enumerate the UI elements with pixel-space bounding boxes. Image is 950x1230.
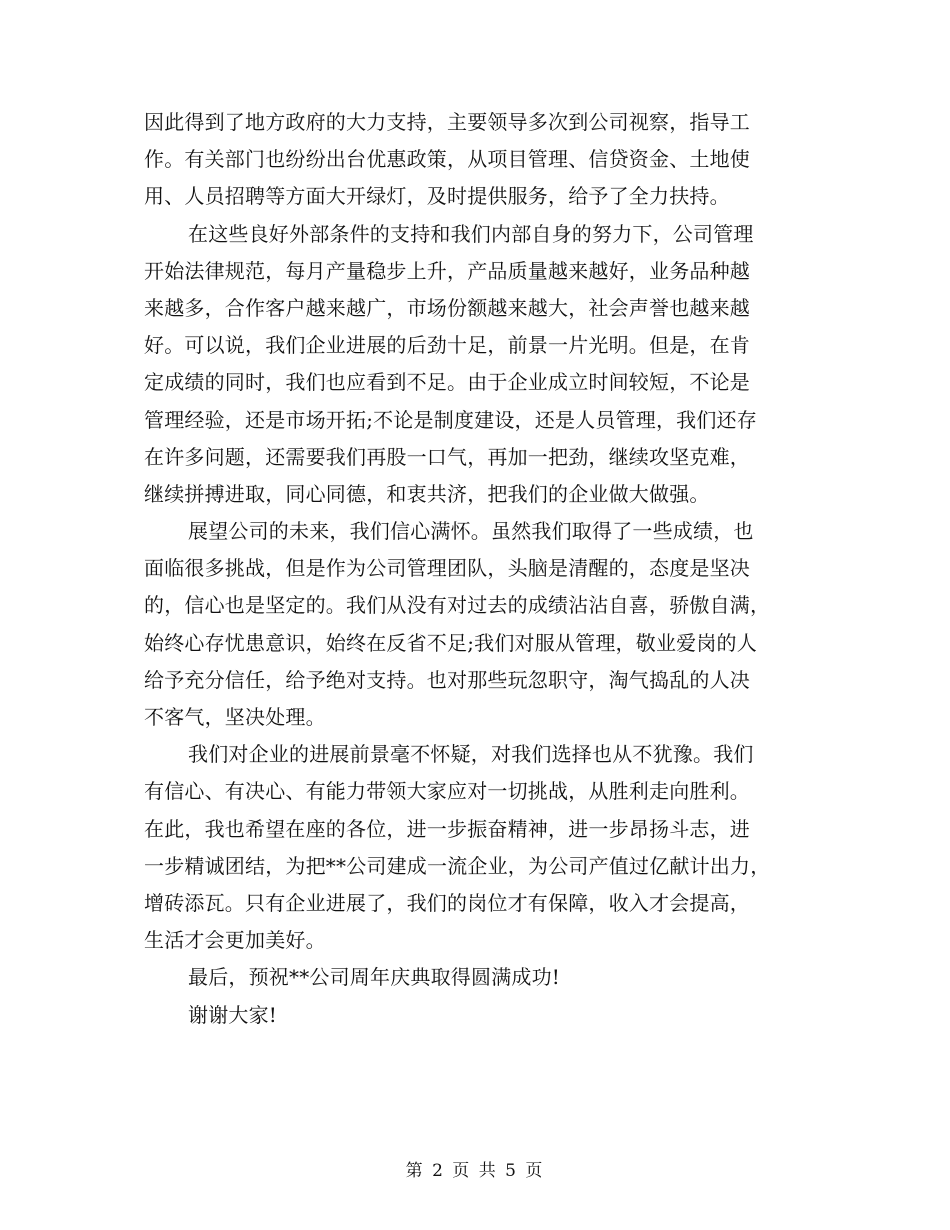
text-line: 继续拼搏进取，同心同德，和衷共济，把我们的企业做大做强。 bbox=[144, 481, 710, 506]
paragraph-first-line: 我们对企业的进展前景毫不怀疑，对我们选择也从不犹豫。我们 bbox=[188, 742, 754, 767]
text-line: 生活才会更加美好。 bbox=[144, 928, 326, 953]
text-line: 用、人员招聘等方面大开绿灯，及时提供服务，给予了全力扶持。 bbox=[144, 184, 730, 209]
text-line: 在此，我也希望在座的各位，进一步振奋精神，进一步昂扬斗志，进 bbox=[144, 816, 750, 841]
text-line: 始终心存忧患意识，始终在反省不足;我们对服从管理，敬业爱岗的人 bbox=[144, 630, 757, 655]
paragraph-first-line: 最后，预祝**公司周年庆典取得圆满成功! bbox=[188, 965, 561, 990]
document-body bbox=[144, 104, 809, 1034]
page-number-footer: 第 2 页 共 5 页 bbox=[405, 1161, 545, 1181]
text-line: 作。有关部门也纷纷出台优惠政策，从项目管理、信贷资金、土地使 bbox=[144, 147, 750, 172]
text-line: 面临很多挑战，但是作为公司管理团队，头脑是清醒的，态度是坚决 bbox=[144, 556, 750, 581]
text-line: 的，信心也是坚定的。我们从没有对过去的成绩沾沾自喜，骄傲自满， bbox=[144, 593, 771, 618]
paragraph-first-line: 展望公司的未来，我们信心满怀。虽然我们取得了一些成绩，也 bbox=[188, 519, 754, 544]
text-line: 不客气，坚决处理。 bbox=[144, 705, 326, 729]
text-line: 有信心、有决心、有能力带领大家应对一切挑战，从胜利走向胜利。 bbox=[144, 779, 750, 804]
text-line: 来越多，合作客户越来越广，市场份额越来越大，社会声誉也越来越 bbox=[144, 295, 750, 320]
text-line: 增砖添瓦。只有企业进展了，我们的岗位才有保障，收入才会提高， bbox=[144, 890, 750, 915]
text-line: 管理经验，还是市场开拓;不论是制度建设，还是人员管理，我们还存 bbox=[144, 407, 757, 432]
text-line: 好。可以说，我们企业进展的后劲十足，前景一片光明。但是，在肯 bbox=[144, 333, 750, 358]
paragraph-first-line: 谢谢大家! bbox=[188, 1002, 278, 1027]
paragraph-first-line: 在这些良好外部条件的支持和我们内部自身的努力下，公司管理 bbox=[188, 221, 754, 246]
text-line: 给予充分信任，给予绝对支持。也对那些玩忽职守，淘气捣乱的人决 bbox=[144, 667, 750, 692]
text-line: 定成绩的同时，我们也应看到不足。由于企业成立时间较短，不论是 bbox=[144, 370, 750, 395]
text-line: 开始法律规范，每月产量稳步上升，产品质量越来越好，业务品种越 bbox=[144, 258, 750, 283]
text-line: 在许多问题，还需要我们再股一口气，再加一把劲，继续攻坚克难， bbox=[144, 444, 750, 469]
text-line: 一步精诚团结，为把**公司建成一流企业，为公司产值过亿献计出力， bbox=[144, 853, 771, 878]
text-line: 因此得到了地方政府的大力支持，主要领导多次到公司视察，指导工 bbox=[144, 110, 750, 134]
